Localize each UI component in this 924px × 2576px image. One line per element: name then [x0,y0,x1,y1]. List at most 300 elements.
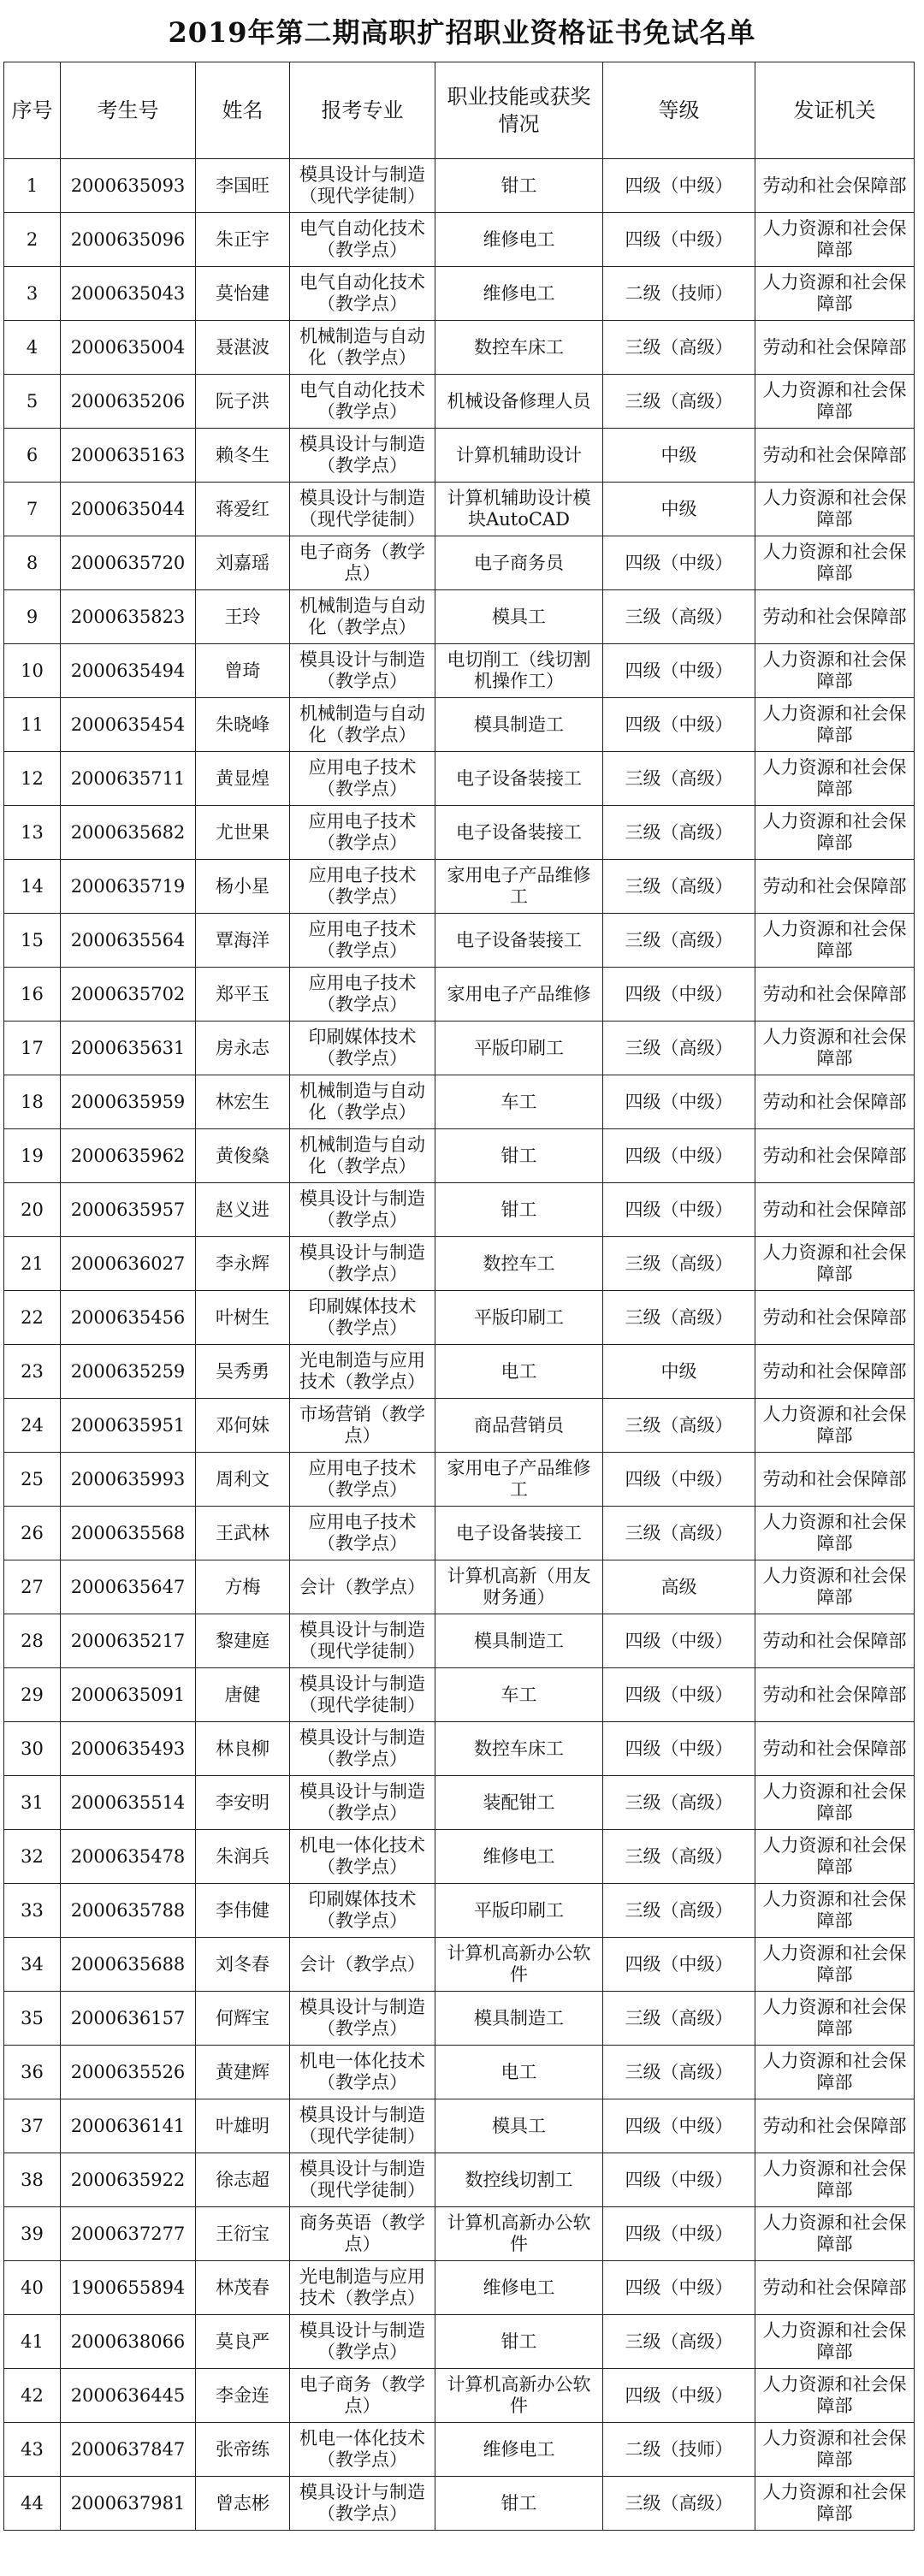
issuer-text: 人力资源和社会保障部 [762,1781,907,1823]
skill-cell [435,1938,603,1992]
major-text: 印刷媒体技术（教学点） [308,1296,417,1338]
major-cell [290,2099,435,2153]
exam-id-text: 2000635568 [70,1523,186,1543]
skill-cell [435,698,603,752]
issuer-cell [755,1938,915,1992]
row-index-cell [4,267,61,321]
student-name-text: 杨小星 [216,876,270,897]
student-name-text: 林宏生 [216,1092,270,1112]
level-text: 四级（中级） [625,2385,733,2406]
major-cell [290,2207,435,2261]
skill-cell [435,752,603,806]
issuer-text: 劳动和社会保障部 [762,175,907,196]
exam-id-cell [61,483,196,536]
level-text: 四级（中级） [625,553,733,573]
row-index-cell [4,2315,61,2369]
table-row [4,644,915,698]
student-name-cell [196,2046,290,2099]
skill-text: 电工 [500,2061,537,2082]
table-row [4,1399,915,1453]
skill-cell [435,1560,603,1614]
issuer-text: 人力资源和社会保障部 [762,2159,907,2200]
exam-id-cell [61,1237,196,1291]
level-text: 三级（高级） [625,1792,733,1813]
level-text: 三级（高级） [625,2062,733,2082]
major-text: 机械制造与自动化（教学点） [299,595,425,637]
skill-cell [435,1237,603,1291]
exam-id-cell [61,1183,196,1237]
exam-id-cell [61,2477,196,2531]
row-index-text: 13 [21,822,44,843]
major-text: 机械制造与自动化（教学点） [299,326,425,368]
skill-text: 计算机辅助设计 [456,444,582,465]
skill-cell [435,375,603,429]
skill-text: 电切削工（线切割机操作工） [447,649,591,691]
exam-id-text: 2000635096 [70,229,186,250]
column-header-level: 等级 [603,62,755,159]
major-cell [290,752,435,806]
level-cell [603,1938,755,1992]
skill-text: 计算机高新（用友财务通） [447,1566,591,1608]
student-name-cell [196,2207,290,2261]
student-name-text: 林良柳 [216,1738,270,1759]
issuer-text: 人力资源和社会保障部 [762,1997,907,2039]
row-index-text: 27 [21,1577,44,1597]
student-name-text: 李金连 [216,2385,270,2406]
skill-text: 电子设备装接工 [456,1522,582,1543]
exam-id-text: 2000635951 [70,1415,186,1436]
level-cell [603,1992,755,2046]
issuer-cell [755,2046,915,2099]
table-row [4,213,915,267]
skill-text: 平版印刷工 [474,1899,564,1921]
issuer-cell [755,2207,915,2261]
exam-id-text: 2000637847 [70,2439,186,2460]
row-index-cell [4,1776,61,1830]
issuer-text: 劳动和社会保障部 [762,1091,907,1112]
issuer-cell [755,429,915,483]
issuer-text: 人力资源和社会保障部 [762,649,907,691]
student-name-text: 李安明 [216,1792,270,1813]
skill-text: 模具制造工 [474,2007,564,2028]
student-name-text: 黄建辉 [216,2062,270,2082]
exam-id-cell [61,2099,196,2153]
level-text: 四级（中级） [625,1685,733,1705]
exam-id-cell [61,1938,196,1992]
major-text: 模具设计与制造（教学点） [299,1997,425,2039]
table-row [4,159,915,213]
student-name-cell [196,1345,290,1399]
table-row [4,536,915,590]
row-index-cell [4,1399,61,1453]
major-text: 印刷媒体技术（教学点） [308,1027,417,1069]
column-header-skill: 职业技能或获奖情况 [435,62,603,159]
exam-id-cell [61,1668,196,1722]
student-name-cell [196,590,290,644]
exam-id-text: 2000637981 [70,2493,186,2514]
table-row [4,429,915,483]
table-header-row [4,62,915,159]
major-text: 机电一体化技术（教学点） [299,2428,425,2470]
major-text: 应用电子技术（教学点） [308,973,417,1015]
major-cell [290,429,435,483]
row-index-text: 22 [21,1307,44,1328]
row-index-cell [4,2423,61,2477]
exam-id-text: 2000635493 [70,1738,186,1759]
row-index-text: 34 [21,1954,44,1975]
row-index-text: 14 [21,876,44,897]
row-index-text: 31 [21,1792,44,1813]
major-cell [290,2477,435,2531]
major-text: 电气自动化技术（教学点） [299,272,425,314]
issuer-cell [755,2423,915,2477]
student-name-text: 刘嘉瑶 [216,553,270,573]
exemption-roster-table [3,62,915,2531]
exam-id-text: 1900655894 [70,2277,186,2298]
row-index-text: 26 [21,1523,44,1543]
major-cell [290,1183,435,1237]
level-cell [603,752,755,806]
exam-id-text: 2000636027 [70,1253,186,1274]
row-index-cell [4,375,61,429]
row-index-cell [4,1992,61,2046]
skill-cell [435,914,603,968]
issuer-cell [755,1560,915,1614]
student-name-text: 黄俊燊 [216,1146,270,1166]
major-text: 应用电子技术（教学点） [308,1458,417,1500]
skill-cell [435,806,603,860]
student-name-text: 黄显煌 [216,768,270,789]
major-text: 会计（教学点） [299,1953,425,1975]
major-cell [290,1237,435,1291]
major-text: 机电一体化技术（教学点） [299,1835,425,1877]
issuer-cell [755,1345,915,1399]
row-index-cell [4,644,61,698]
column-header-index: 序号 [4,62,61,159]
major-text: 模具设计与制造（教学点） [299,1242,425,1284]
student-name-cell [196,1129,290,1183]
student-name-cell [196,2261,290,2315]
issuer-text: 劳动和社会保障部 [762,1199,907,1220]
exam-id-cell [61,752,196,806]
level-cell [603,1776,755,1830]
student-name-text: 王武林 [216,1523,270,1543]
skill-text: 车工 [500,1091,537,1112]
student-name-text: 曾志彬 [216,2493,270,2514]
issuer-text: 人力资源和社会保障部 [762,1512,907,1554]
issuer-cell [755,2315,915,2369]
level-text: 四级（中级） [625,660,733,681]
level-cell [603,2046,755,2099]
exam-id-text: 2000638066 [70,2331,186,2352]
exam-id-text: 2000635004 [70,337,186,358]
issuer-text: 人力资源和社会保障部 [762,1027,907,1069]
skill-text: 模具工 [492,606,546,627]
major-cell [290,1776,435,1830]
exam-id-cell [61,1776,196,1830]
exam-id-cell [61,1614,196,1668]
skill-text: 计算机高新办公软件 [447,2374,591,2416]
row-index-text: 25 [21,1469,44,1489]
issuer-text: 劳动和社会保障部 [762,1684,907,1705]
major-cell [290,1129,435,1183]
level-text: 高级 [660,1577,697,1597]
skill-cell [435,1022,603,1075]
skill-text: 电子设备装接工 [456,929,582,950]
issuer-cell [755,590,915,644]
level-cell [603,1884,755,1938]
skill-cell [435,2423,603,2477]
major-text: 模具设计与制造（教学点） [299,1727,425,1769]
document-title: 2019年第二期高职扩招职业资格证书免试名单 [168,16,756,49]
level-cell [603,1291,755,1345]
student-name-cell [196,2423,290,2477]
table-row [4,752,915,806]
table-row [4,806,915,860]
major-text: 机电一体化技术（教学点） [299,2051,425,2093]
row-index-text: 1 [26,175,38,196]
exam-id-text: 2000635711 [70,768,186,789]
level-text: 四级（中级） [625,1954,733,1975]
exam-id-cell [61,860,196,914]
exam-id-text: 2000635043 [70,283,186,304]
row-index-text: 17 [21,1038,44,1058]
major-cell [290,321,435,375]
student-name-cell [196,536,290,590]
row-index-cell [4,1183,61,1237]
exam-id-cell [61,2261,196,2315]
student-name-text: 朱润兵 [216,1846,270,1867]
table-row [4,483,915,536]
student-name-text: 刘冬春 [216,1954,270,1975]
issuer-cell [755,2153,915,2207]
major-cell [290,1399,435,1453]
skill-text: 商品营销员 [474,1414,564,1436]
issuer-text: 劳动和社会保障部 [762,336,907,358]
row-index-text: 40 [21,2277,44,2298]
issuer-cell [755,752,915,806]
skill-text: 计算机高新办公软件 [447,2212,591,2254]
student-name-cell [196,2315,290,2369]
student-name-cell [196,1183,290,1237]
major-text: 机械制造与自动化（教学点） [299,1134,425,1176]
table-row [4,1830,915,1884]
table-row [4,267,915,321]
level-cell [603,1237,755,1291]
issuer-text: 人力资源和社会保障部 [762,2051,907,2093]
table-row [4,1075,915,1129]
student-name-text: 曾琦 [224,660,261,681]
skill-text: 维修电工 [483,1845,555,1867]
major-cell [290,1075,435,1129]
issuer-cell [755,1830,915,1884]
row-index-text: 18 [21,1092,44,1112]
table-row [4,968,915,1022]
exam-id-cell [61,375,196,429]
student-name-text: 赵义进 [216,1199,270,1220]
issuer-text: 人力资源和社会保障部 [762,488,907,530]
table-row [4,2207,915,2261]
exam-id-cell [61,1830,196,1884]
student-name-cell [196,1992,290,2046]
student-name-cell [196,1884,290,1938]
level-cell [603,267,755,321]
skill-cell [435,159,603,213]
level-text: 四级（中级） [625,1631,733,1651]
level-cell [603,159,755,213]
student-name-text: 蒋爱红 [216,499,270,519]
exam-id-text: 2000636445 [70,2385,186,2406]
skill-cell [435,267,603,321]
issuer-cell [755,267,915,321]
skill-cell [435,1183,603,1237]
table-row [4,2261,915,2315]
issuer-cell [755,536,915,590]
row-index-text: 15 [21,930,44,950]
skill-cell [435,1075,603,1129]
level-text: 三级（高级） [625,1900,733,1921]
issuer-cell [755,1075,915,1129]
exam-id-text: 2000635259 [70,1361,186,1382]
table-row [4,1884,915,1938]
row-index-text: 39 [21,2224,44,2244]
level-text: 三级（高级） [625,337,733,358]
exam-id-cell [61,1022,196,1075]
student-name-cell [196,1237,290,1291]
table-row [4,1022,915,1075]
row-index-cell [4,2099,61,2153]
level-cell [603,2369,755,2423]
exam-id-cell [61,1129,196,1183]
issuer-text: 人力资源和社会保障部 [762,2212,907,2254]
exam-id-cell [61,267,196,321]
level-text: 中级 [660,1361,697,1382]
table-row [4,375,915,429]
level-cell [603,483,755,536]
row-index-cell [4,1345,61,1399]
exam-id-text: 2000636157 [70,2008,186,2028]
exam-id-cell [61,2369,196,2423]
exam-id-cell [61,429,196,483]
major-cell [290,914,435,968]
row-index-cell [4,1884,61,1938]
level-cell [603,1507,755,1560]
skill-text: 钳工 [500,2330,537,2352]
student-name-cell [196,159,290,213]
skill-cell [435,1884,603,1938]
major-cell [290,267,435,321]
column-header-name: 姓名 [196,62,290,159]
level-cell [603,1453,755,1507]
student-name-cell [196,914,290,968]
table-row [4,1992,915,2046]
issuer-text: 人力资源和社会保障部 [762,2482,907,2524]
issuer-text: 人力资源和社会保障部 [762,218,907,260]
major-text: 应用电子技术（教学点） [308,919,417,961]
exam-id-cell [61,2315,196,2369]
issuer-cell [755,2099,915,2153]
row-index-text: 29 [21,1685,44,1705]
student-name-cell [196,1453,290,1507]
student-name-text: 黎建庭 [216,1631,270,1651]
major-cell [290,1668,435,1722]
student-name-cell [196,644,290,698]
student-name-text: 朱正宇 [216,229,270,250]
student-name-cell [196,1668,290,1722]
major-text: 电气自动化技术（教学点） [299,218,425,260]
skill-text: 平版印刷工 [474,1037,564,1058]
issuer-text: 人力资源和社会保障部 [762,542,907,583]
issuer-cell [755,2477,915,2531]
issuer-cell [755,698,915,752]
major-text: 机械制造与自动化（教学点） [299,703,425,745]
level-cell [603,375,755,429]
issuer-cell [755,1291,915,1345]
row-index-cell [4,213,61,267]
major-text: 模具设计与制造（现代学徒制） [299,1673,425,1715]
student-name-text: 唐健 [224,1685,261,1705]
skill-text: 电工 [500,1360,537,1382]
row-index-text: 4 [26,337,38,358]
row-index-text: 35 [21,2008,44,2028]
student-name-cell [196,429,290,483]
exam-id-text: 2000635217 [70,1631,186,1651]
row-index-cell [4,698,61,752]
skill-text: 数控线切割工 [465,2169,573,2190]
level-text: 中级 [660,499,697,519]
level-cell [603,1722,755,1776]
table-row [4,1507,915,1560]
exam-id-cell [61,968,196,1022]
level-cell [603,860,755,914]
issuer-cell [755,1722,915,1776]
skill-cell [435,1614,603,1668]
exam-id-cell [61,1722,196,1776]
student-name-text: 叶雄明 [216,2116,270,2136]
skill-text: 数控车床工 [474,336,564,358]
issuer-text: 人力资源和社会保障部 [762,757,907,799]
exam-id-cell [61,1992,196,2046]
level-cell [603,2261,755,2315]
skill-cell [435,1399,603,1453]
exam-id-text: 2000635922 [70,2170,186,2190]
major-text: 模具设计与制造（现代学徒制） [299,2159,425,2200]
level-cell [603,321,755,375]
student-name-cell [196,2153,290,2207]
row-index-text: 23 [21,1361,44,1382]
student-name-text: 周利文 [216,1469,270,1489]
level-cell [603,1183,755,1237]
exam-id-text: 2000635957 [70,1199,186,1220]
exam-id-text: 2000635962 [70,1146,186,1166]
major-cell [290,536,435,590]
table-row [4,1345,915,1399]
skill-text: 模具制造工 [474,714,564,735]
row-index-text: 2 [26,229,38,250]
row-index-cell [4,1291,61,1345]
row-index-cell [4,2369,61,2423]
student-name-cell [196,1507,290,1560]
major-cell [290,698,435,752]
exam-id-cell [61,1075,196,1129]
row-index-cell [4,968,61,1022]
level-text: 四级（中级） [625,2277,733,2298]
exam-id-cell [61,321,196,375]
skill-text: 机械设备修理人员 [447,390,591,412]
student-name-text: 莫良严 [216,2331,270,2352]
exam-id-cell [61,1560,196,1614]
major-text: 模具设计与制造（现代学徒制） [299,1620,425,1661]
